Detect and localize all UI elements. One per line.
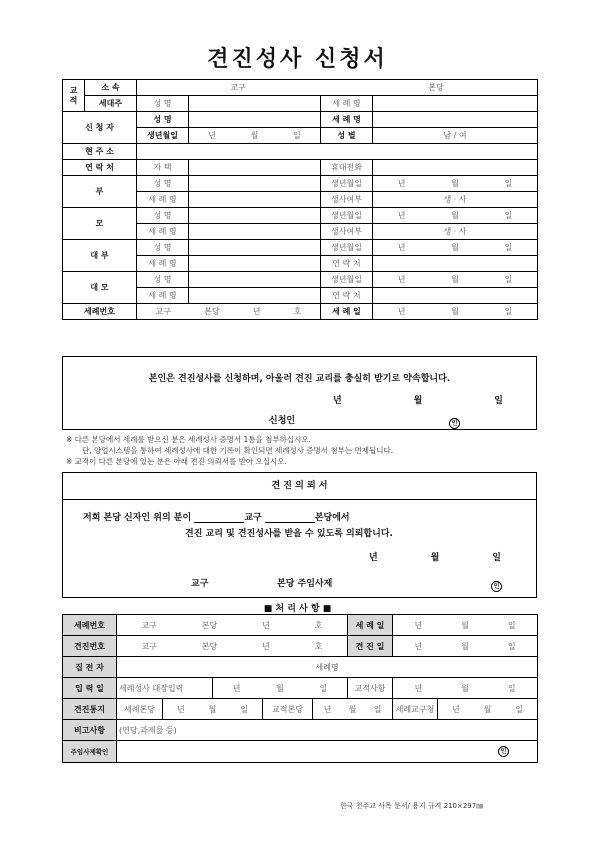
mother-alive-field[interactable]: 생 · 사 <box>373 224 538 240</box>
mother-name-label: 성 명 <box>137 208 189 224</box>
proc-parish-matter-field[interactable]: 년 월 일 <box>393 678 538 699</box>
mother-alive-label: 생사여부 <box>321 224 373 240</box>
applicant-baptism-field[interactable] <box>373 112 538 128</box>
request-district-blank[interactable] <box>265 513 315 523</box>
proc-minister-label: 집 전 자 <box>63 657 117 678</box>
proc-confirm-no-label: 견진번호 <box>63 636 117 657</box>
godmother-label: 대 모 <box>63 272 137 304</box>
applicant-birth-field[interactable]: 년 월 일 <box>189 128 321 144</box>
pledge-seal-icon: 인 <box>449 413 460 432</box>
note-3: ※ 교적이 다른 본당에 있는 분은 아래 견진 의뢰서를 받아 오십시오. <box>66 457 287 466</box>
proc-parish-matter-label: 교적사항 <box>348 678 393 699</box>
register-label: 교 적 <box>63 80 85 112</box>
request-parish: 교구 <box>191 579 209 589</box>
applicant-gender-label: 성 별 <box>321 128 373 144</box>
address-label: 현 주 소 <box>63 144 137 160</box>
proc-remarks-field[interactable]: (연당,과제물 등) <box>117 720 538 741</box>
applicant-label: 신 청 자 <box>63 112 137 144</box>
proc-confirm-day-field[interactable]: 년 월 일 <box>393 636 538 657</box>
godfather-name-label: 성 명 <box>137 240 189 256</box>
notes <box>66 434 546 467</box>
household-name-field[interactable] <box>189 96 321 112</box>
applicant-name-field[interactable] <box>189 112 321 128</box>
processing-header: ■ 처 리 사 항 ■ <box>263 604 332 614</box>
request-box <box>62 472 537 598</box>
form-title: 견진성사 신청서 <box>207 46 388 72</box>
proc-notice-label: 견진통지 <box>63 699 117 720</box>
household-label: 세대주 <box>85 96 137 112</box>
baptism-day-field[interactable]: 년 월 일 <box>373 304 538 320</box>
applicant-table <box>62 79 538 320</box>
note-1: ※ 다른 본당에서 세례를 받으신 분은 세례성사 증명서 1통을 첨부하십시오. <box>66 435 311 444</box>
godfather-birth-label: 생년월일 <box>321 240 373 256</box>
godfather-contact-field[interactable] <box>373 256 538 272</box>
godfather-name-field[interactable] <box>189 240 321 256</box>
proc-entry-label: 입 력 일 <box>63 678 117 699</box>
father-birth-label: 생년월일 <box>321 176 373 192</box>
request-date[interactable]: 년 월 일 <box>369 553 501 563</box>
mobile-phone-label: 휴대전화 <box>321 160 373 176</box>
proc-baptism-no-label: 세례번호 <box>63 615 117 636</box>
baptism-no-field[interactable]: 교구 본당 년 호 <box>137 304 321 320</box>
baptism-no-label: 세례번호 <box>63 304 137 320</box>
proc-minister-field[interactable]: 세례명 <box>117 657 538 678</box>
processing-table <box>62 614 538 763</box>
father-alive-label: 생사여부 <box>321 192 373 208</box>
proc-pastor-confirm-field[interactable] <box>117 741 538 763</box>
proc-baptism-day-label: 세 례 일 <box>348 615 393 636</box>
household-baptism-label: 세 례 명 <box>321 96 373 112</box>
godmother-contact-field[interactable] <box>373 288 538 304</box>
pledge-box <box>62 356 537 430</box>
applicant-gender-field[interactable]: 남 / 여 <box>373 128 538 144</box>
proc-remarks-label: 비고사항 <box>63 720 117 741</box>
request-line2: 견진 교리 및 견진성사를 받을 수 있도록 의뢰합니다. <box>185 529 393 539</box>
request-pastor: 본당 주임사제 <box>277 579 333 589</box>
proc-confirm-no-field[interactable]: 교구 본당 년 호 <box>117 636 348 657</box>
pledge-text: 본인은 견진성사를 신청하며, 아울러 견진 교리를 충실히 받기로 약속합니다. <box>148 374 451 384</box>
belong-field[interactable]: 교구 본당 <box>137 80 538 96</box>
godmother-baptism-field[interactable] <box>189 288 321 304</box>
household-name-label: 성 명 <box>137 96 189 112</box>
mother-label: 모 <box>63 208 137 240</box>
mother-baptism-field[interactable] <box>189 224 321 240</box>
father-baptism-label: 세 례 명 <box>137 192 189 208</box>
proc-baptism-diocese-field[interactable]: 년 월 일 <box>438 699 538 720</box>
mobile-phone-field[interactable] <box>373 160 538 176</box>
proc-confirm-day-label: 견 진 일 <box>348 636 393 657</box>
godmother-birth-field[interactable]: 년 월 일 <box>373 272 538 288</box>
applicant-name-label: 성 명 <box>137 112 189 128</box>
proc-baptism-parish-label: 세례본당 <box>117 699 163 720</box>
godmother-contact-label: 연 락 처 <box>321 288 373 304</box>
baptism-day-label: 세 례 일 <box>321 304 373 320</box>
proc-seal-icon: 인 <box>498 746 509 757</box>
pledge-date[interactable]: 년 월 일 <box>333 396 503 406</box>
father-name-label: 성 명 <box>137 176 189 192</box>
father-baptism-field[interactable] <box>189 192 321 208</box>
proc-register-entry-label: 세례성사 대장입력 <box>117 678 213 699</box>
father-birth-field[interactable]: 년 월 일 <box>373 176 538 192</box>
godfather-baptism-field[interactable] <box>189 256 321 272</box>
proc-register-parish-label: 교적본당 <box>263 699 313 720</box>
godmother-baptism-label: 세 례 명 <box>137 288 189 304</box>
proc-pastor-confirm-label: 주임사제확인 <box>63 741 117 763</box>
godfather-label: 대 부 <box>63 240 137 272</box>
household-baptism-field[interactable] <box>373 96 538 112</box>
father-name-field[interactable] <box>189 176 321 192</box>
mother-birth-field[interactable]: 년 월 일 <box>373 208 538 224</box>
address-field[interactable] <box>137 144 538 160</box>
footer-note: 한국 천주교 사목 문서/ 용지 규격 210×297㎜ <box>340 802 484 810</box>
request-seal-icon: 인 <box>491 576 502 595</box>
godfather-baptism-label: 세 례 명 <box>137 256 189 272</box>
godmother-birth-label: 생년월일 <box>321 272 373 288</box>
mother-baptism-label: 세 례 명 <box>137 224 189 240</box>
godmother-name-label: 성 명 <box>137 272 189 288</box>
home-phone-label: 자 택 <box>137 160 189 176</box>
pledge-signer: 신청인 <box>269 416 296 426</box>
godfather-contact-label: 연 락 처 <box>321 256 373 272</box>
belong-label: 소 속 <box>85 80 137 96</box>
proc-baptism-no-field[interactable]: 교구 본당 년 호 <box>117 615 348 636</box>
mother-name-field[interactable] <box>189 208 321 224</box>
applicant-birth-label: 생년월일 <box>137 128 189 144</box>
proc-register-parish-field[interactable]: 년 월 일 <box>313 699 393 720</box>
godfather-birth-field[interactable]: 년 월 일 <box>373 240 538 256</box>
proc-register-entry-field[interactable]: 년 월 일 <box>213 678 348 699</box>
proc-baptism-day-field[interactable]: 년 월 일 <box>393 615 538 636</box>
contact-label: 연 락 처 <box>63 160 137 176</box>
proc-baptism-parish-field[interactable]: 년 월 일 <box>163 699 263 720</box>
proc-baptism-diocese-label: 세례교구청 <box>393 699 438 720</box>
mother-birth-label: 생년월일 <box>321 208 373 224</box>
note-2: 단, 양업시스템을 통하여 세례성사에 대한 기록이 확인되면 세례성사 증명서 첨부는 면제됩니다. <box>82 446 394 455</box>
godmother-name-field[interactable] <box>189 272 321 288</box>
father-alive-field[interactable]: 생 · 사 <box>373 192 538 208</box>
request-parish-blank[interactable] <box>194 513 244 523</box>
request-line1: 저희 본당 신자인 위의 분이 교구 본당에서 <box>83 513 350 523</box>
home-phone-field[interactable] <box>189 160 321 176</box>
applicant-baptism-label: 세 례 명 <box>321 112 373 128</box>
request-header: 견 진 의 뢰 서 <box>63 473 536 500</box>
father-label: 부 <box>63 176 137 208</box>
